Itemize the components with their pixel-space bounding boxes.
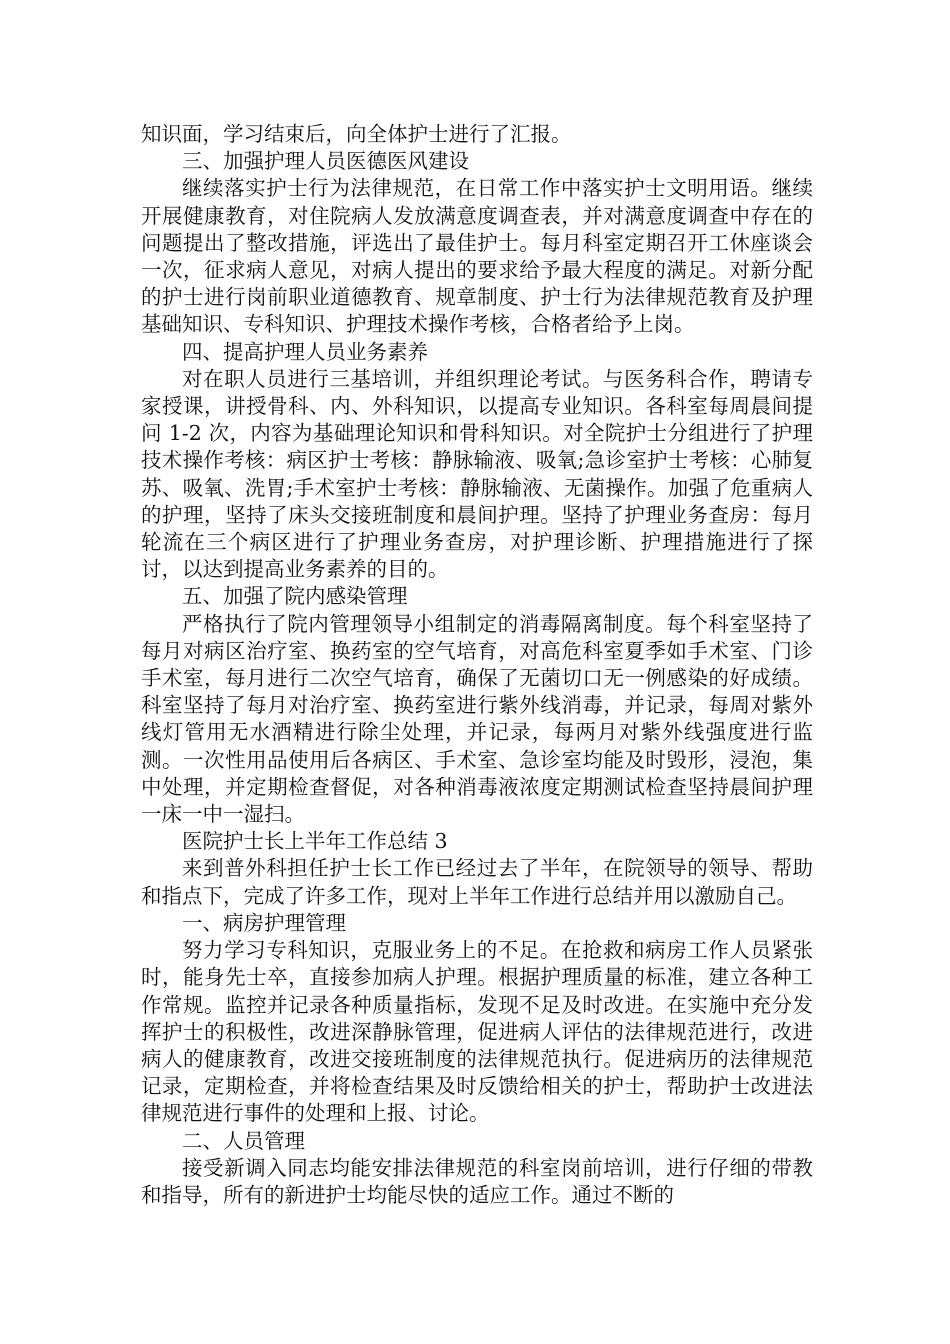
paragraph: 对在职人员进行三基培训，并组织理论考试。与医务科合作，聘请专家授课，讲授骨科、内、外科知识，以提高专业知识。各科室每周晨间提问 1-2 次，内容为基础理论知识和骨科知识。对全院护士分组进行了护理技术操作考核：病区护士考核：静脉输液、吸氧;急诊室护士考核：心肺复苏、吸氧、洗胃;手术室护士考核：静脉输液、无菌操作。加强了危重病人的护理，坚持了床头交接班制度和晨间护理。坚持了护理业务查房：每月轮流在三个病区进行了护理业务查房，对护理诊断、护理措施进行了探讨，以达到提高业务素养的目的。 [141, 366, 813, 582]
paragraph-continuation: 知识面，学习结束后，向全体护士进行了汇报。 [141, 122, 572, 146]
section-heading-5: 五、加强了院内感染管理 [182, 584, 408, 609]
paragraph: 继续落实护士行为法律规范，在日常工作中落实护士文明用语。继续开展健康教育，对住院病人发放满意度调查表，并对满意度调查中存在的问题提出了整改措施，评选出了最佳护士。每月科室定期召开工休座谈会一次，征求病人意见，对病人提出的要求给予最大程度的满足。对新分配的护士进行岗前职业道德教育、规章制度、护士行为法律规范教育及护理基础知识、专科知识、护理技术操作考核，合格者给予上岗。 [141, 176, 813, 337]
document-title: 医院护士长上半年工作总结 3 [182, 829, 448, 854]
section-heading-3: 三、加强护理人员医德医风建设 [182, 149, 469, 174]
paragraph: 接受新调入同志均能安排法律规范的科室岗前培训，进行仔细的带教和指导，所有的新进护士均能尽快的适应工作。通过不断的 [141, 1155, 813, 1207]
section-heading-2: 二、人员管理 [182, 1128, 305, 1153]
paragraph: 来到普外科担任护士长工作已经过去了半年，在院领导的领导、帮助和指点下，完成了许多工作，现对上半年工作进行总结并用以激励自己。 [141, 856, 813, 908]
paragraph: 努力学习专科知识，克服业务上的不足。在抢救和病房工作人员紧张时，能身先士卒，直接参加病人护理。根据护理质量的标准，建立各种工作常规。监控并记录各种质量指标，发现不足及时改进。在实施中充分发挥护士的积极性，改进深静脉管理，促进病人评估的法律规范进行，改进病人的健康教育，改进交接班制度的法律规范执行。促进病历的法律规范记录，定期检查，并将检查结果及时反馈给相关的护士，帮助护士改进法律规范进行事件的处理和上报、讨论。 [141, 938, 813, 1126]
section-heading-1: 一、病房护理管理 [182, 910, 346, 935]
document-body [141, 121, 813, 1209]
paragraph: 严格执行了院内管理领导小组制定的消毒隔离制度。每个科室坚持了每月对病区治疗室、换药室的空气培育，对高危科室夏季如手术室、门诊手术室，每月进行二次空气培育，确保了无菌切口无一例感染的好成绩。科室坚持了每月对治疗室、换药室进行紫外线消毒，并记录，每周对紫外线灯管用无水酒精进行除尘处理，并记录，每两月对紫外线强度进行监测。一次性用品使用后各病区、手术室、急诊室均能及时毁形，浸泡，集中处理，并定期检查督促，对各种消毒液浓度定期测试检查坚持晨间护理一床一中一湿扫。 [141, 611, 813, 827]
section-heading-4: 四、提高护理人员业务素养 [182, 339, 428, 364]
